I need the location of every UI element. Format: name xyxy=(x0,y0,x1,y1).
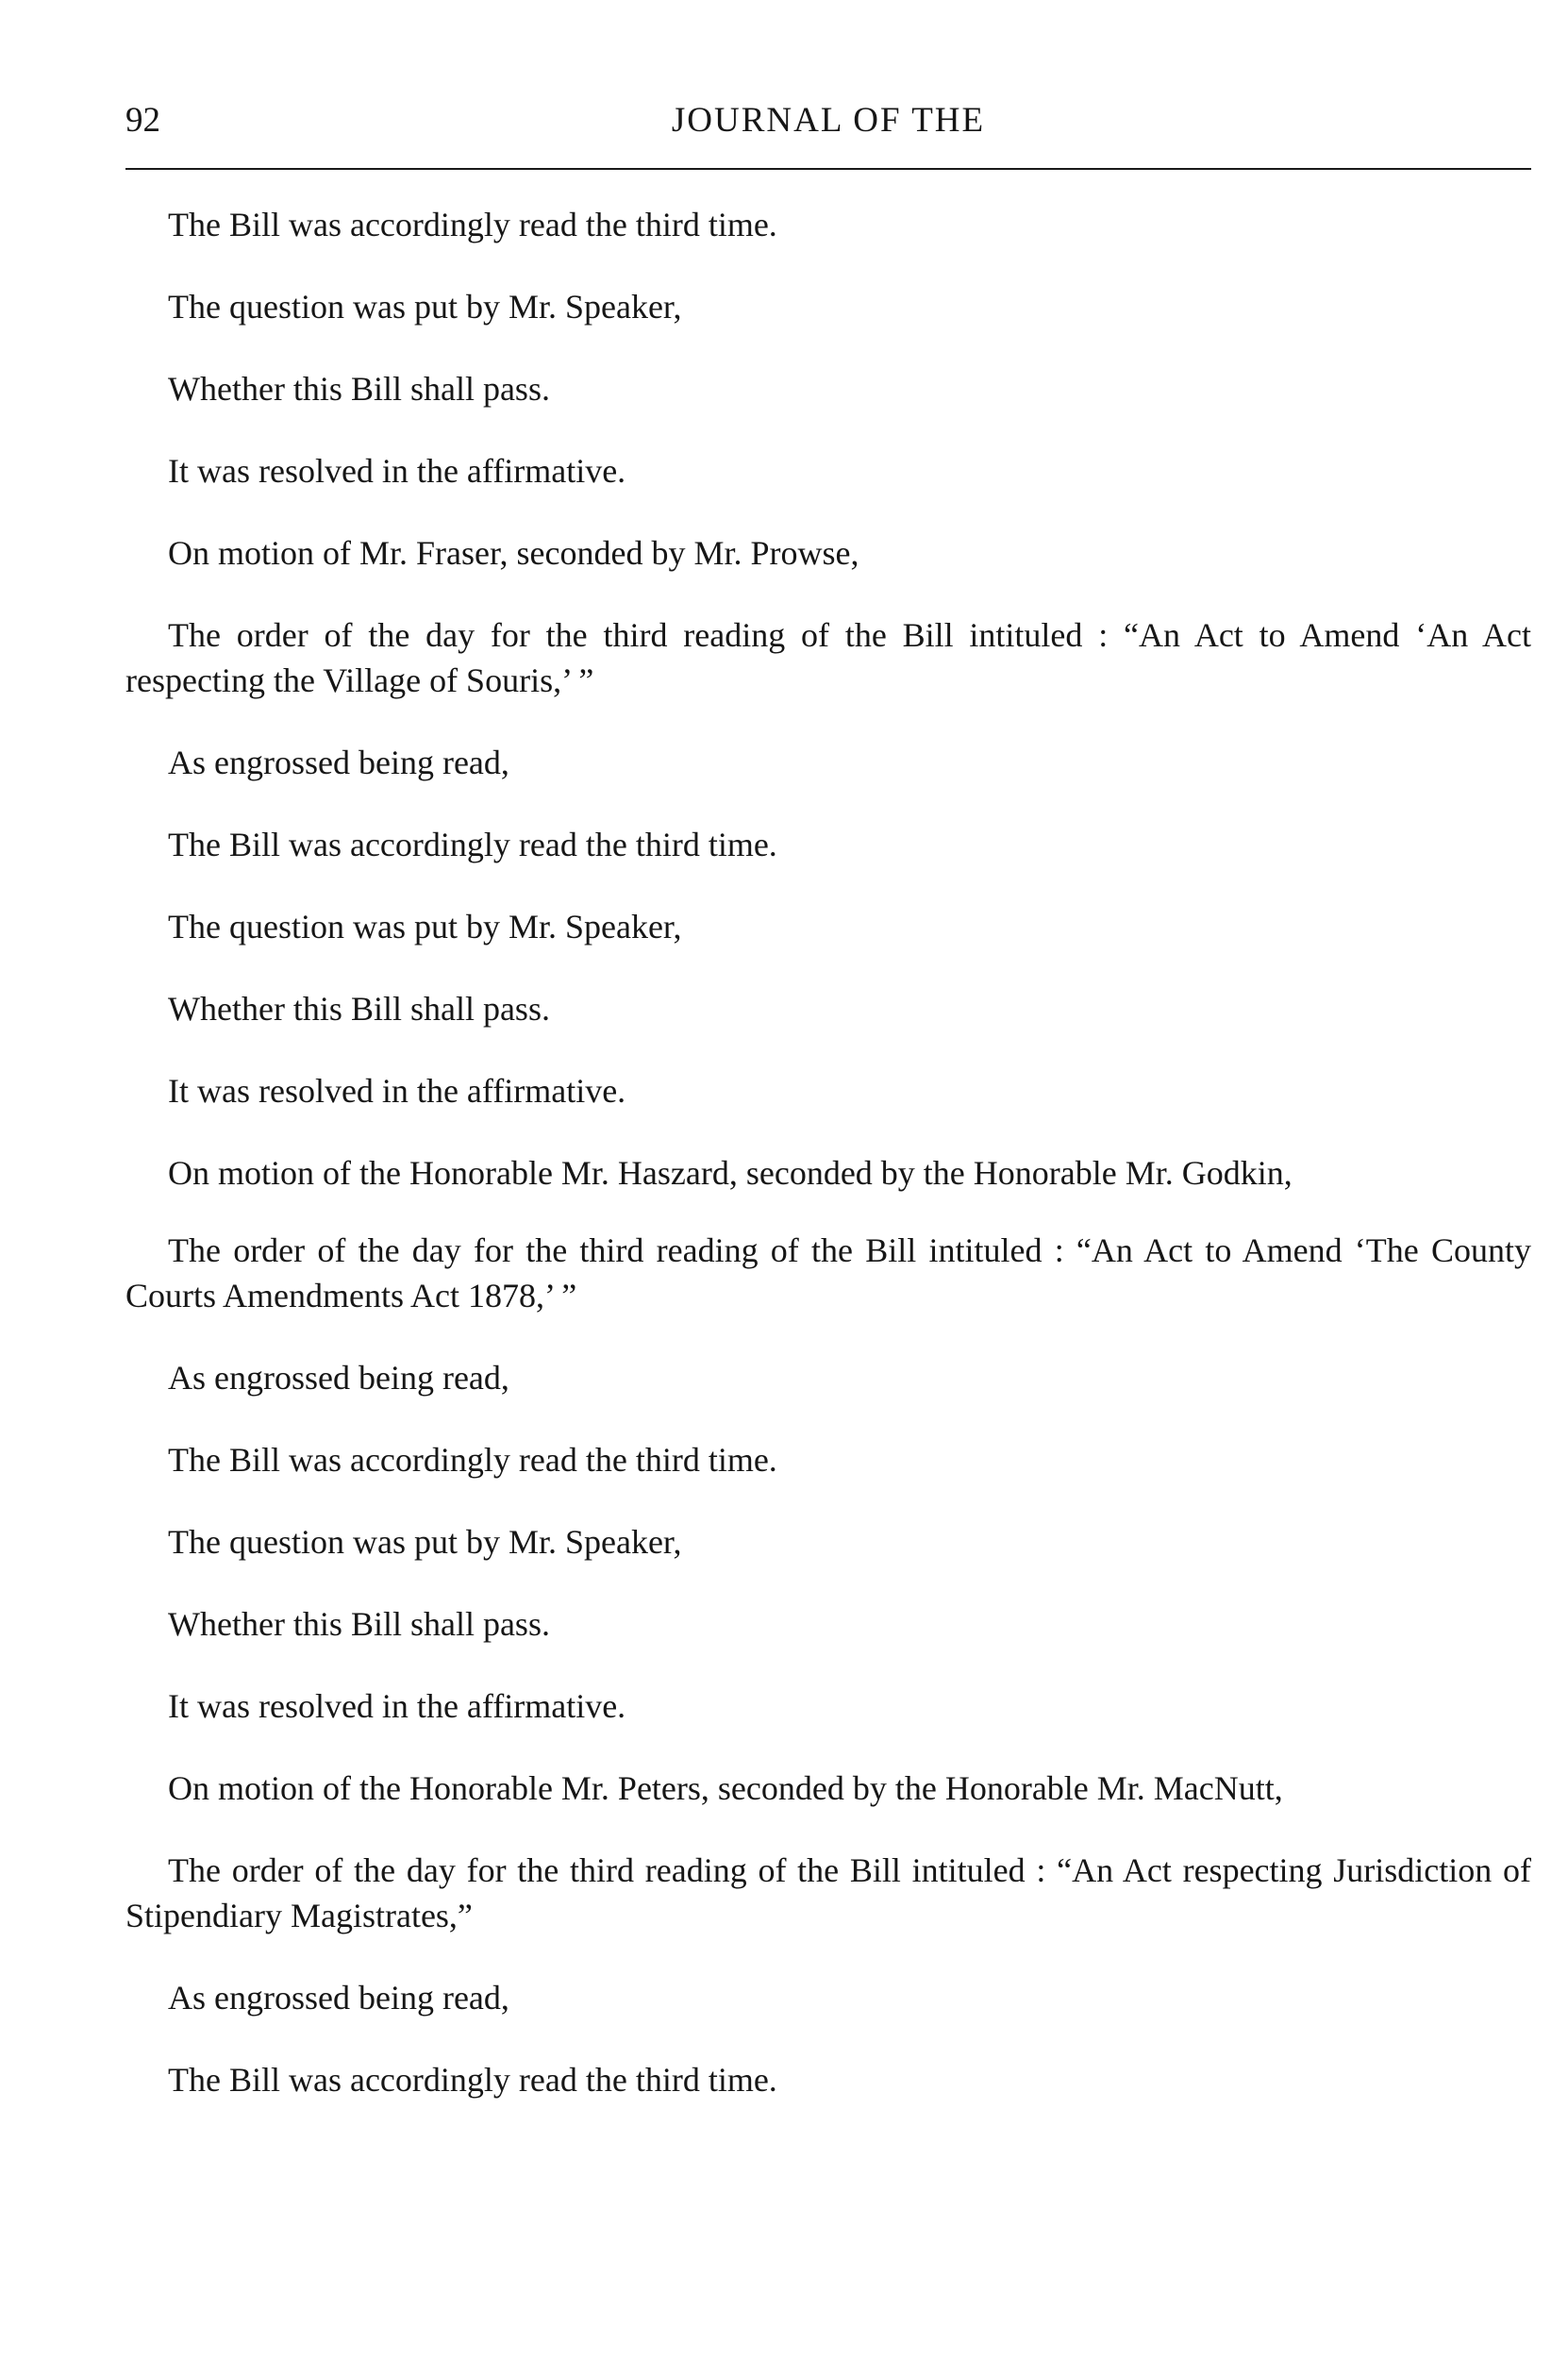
paragraph: The Bill was accordingly read the third time. xyxy=(168,206,777,243)
header-rule xyxy=(125,168,1531,170)
paragraph: The order of the day for the third reading of the Bill intituled : “An Act respecting Jurisdiction of Stipendiary Magistrates,” xyxy=(125,1851,1531,1934)
paragraph: On motion of the Honorable Mr. Haszard, seconded by the Honorable Mr. Godkin, xyxy=(168,1154,1293,1192)
paragraph: Whether this Bill shall pass. xyxy=(168,990,550,1028)
paragraph: On motion of the Honorable Mr. Peters, seconded by the Honorable Mr. MacNutt, xyxy=(168,1769,1283,1807)
paragraph: The order of the day for the third reading of the Bill intituled : “An Act to Amend ‘The County Courts Amendments Act 1878,’ ” xyxy=(125,1231,1531,1314)
paragraph: The order of the day for the third reading of the Bill intituled : “An Act to Amend ‘An Act respecting the Village of Souris,’ ” xyxy=(125,616,1531,699)
paragraph: As engrossed being read, xyxy=(168,1359,509,1397)
paragraph: On motion of Mr. Fraser, seconded by Mr. Prowse, xyxy=(168,534,859,572)
paragraph: The Bill was accordingly read the third time. xyxy=(168,1441,777,1479)
paragraph: Whether this Bill shall pass. xyxy=(168,1605,550,1643)
paragraph: It was resolved in the affirmative. xyxy=(168,1072,626,1110)
paragraph: The Bill was accordingly read the third time. xyxy=(168,2061,777,2099)
page-header xyxy=(125,97,1531,144)
paragraph: The question was put by Mr. Speaker, xyxy=(168,288,682,326)
paragraph: The question was put by Mr. Speaker, xyxy=(168,908,682,946)
running-title: JOURNAL OF THE xyxy=(671,101,986,140)
paragraph: Whether this Bill shall pass. xyxy=(168,370,550,408)
paragraph: As engrossed being read, xyxy=(168,744,509,781)
paragraph: The Bill was accordingly read the third time. xyxy=(168,826,777,863)
journal-body xyxy=(125,202,1531,2102)
paragraph: It was resolved in the affirmative. xyxy=(168,452,626,490)
paragraph: It was resolved in the affirmative. xyxy=(168,1687,626,1725)
page-number: 92 xyxy=(125,101,160,140)
paragraph: The question was put by Mr. Speaker, xyxy=(168,1523,682,1561)
paragraph: As engrossed being read, xyxy=(168,1979,509,2017)
